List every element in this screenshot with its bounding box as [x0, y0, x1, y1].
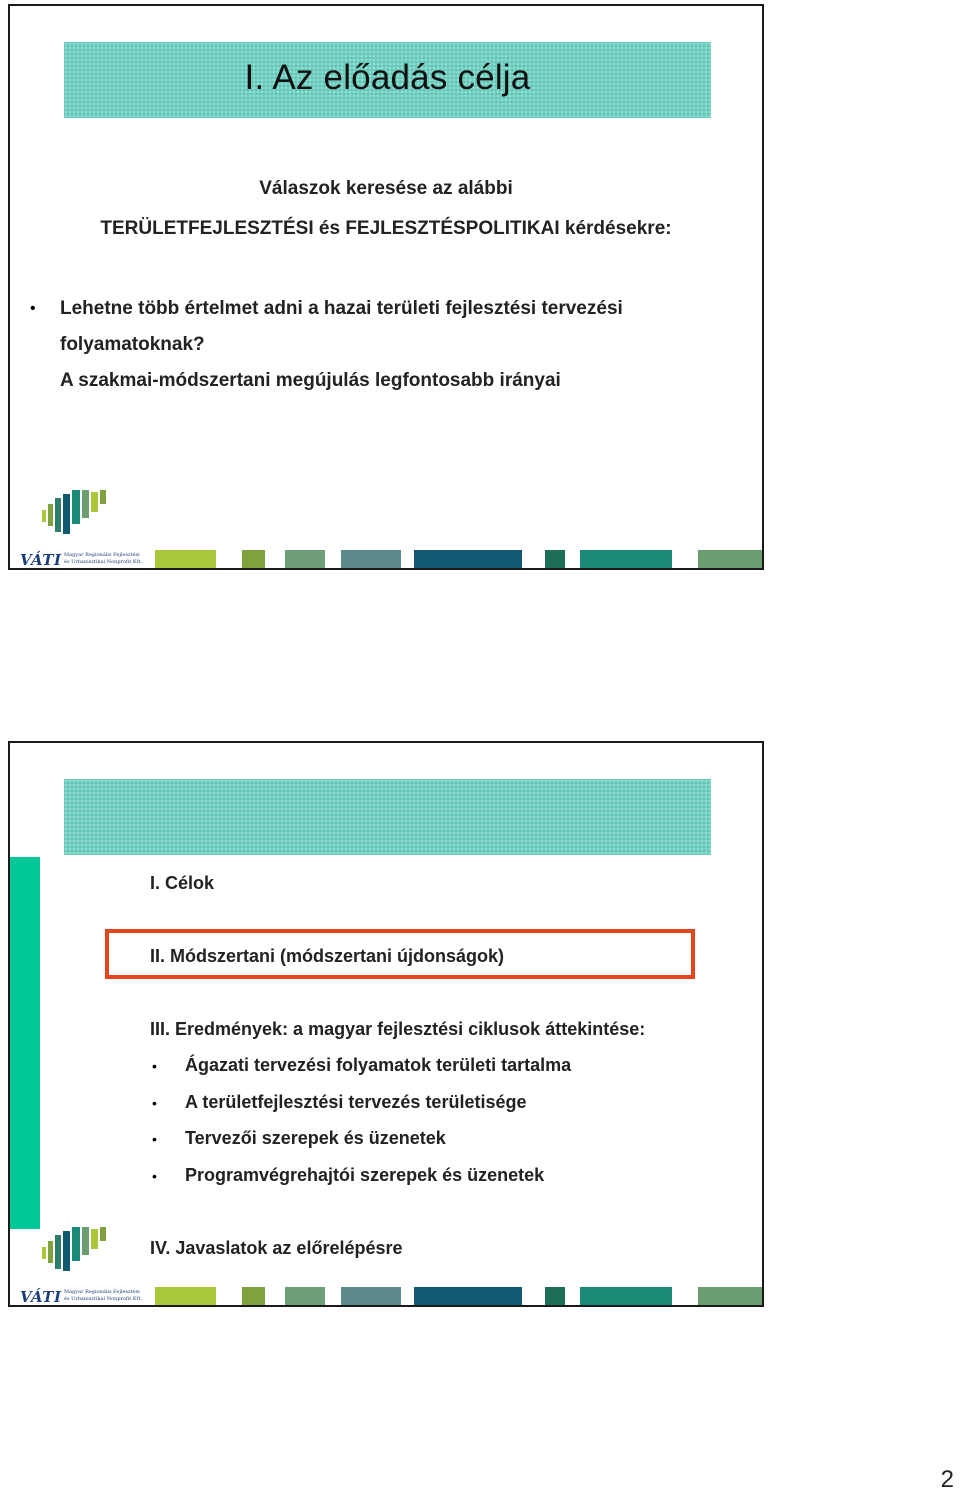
- logo-bar: [82, 1227, 89, 1255]
- logo-bar: [91, 492, 98, 512]
- bullet: •: [152, 1131, 157, 1147]
- footer-color-strip: [10, 1287, 764, 1307]
- sub-item: Programvégrehajtói szerepek és üzenetek: [185, 1165, 545, 1185]
- strip-block: [580, 550, 672, 570]
- title-banner: [64, 42, 711, 118]
- sub-item: Tervezői szerepek és üzenetek: [185, 1128, 446, 1148]
- bullet: •: [30, 300, 36, 317]
- logo-line-1: Magyar Regionális Fejlesztési: [64, 552, 140, 558]
- agenda-item-4: IV. Javaslatok az előrelépésre: [150, 1238, 403, 1258]
- logo-bar: [72, 1227, 80, 1261]
- logo-bar: [55, 1235, 61, 1269]
- agenda-item-2: II. Módszertani (módszertani újdonságok): [150, 946, 505, 966]
- title-banner: [64, 779, 711, 855]
- strip-block: [545, 550, 565, 570]
- slide-2: [8, 741, 764, 1307]
- strip-block: [545, 1287, 565, 1307]
- intro-line-2: TERÜLETFEJLESZTÉSI és FEJLESZTÉSPOLITIKAI kérdésekre:: [100, 218, 672, 239]
- strip-block: [341, 1287, 401, 1307]
- question-line-2: folyamatoknak?: [60, 334, 205, 355]
- logo-bar: [100, 490, 106, 504]
- bullet: •: [152, 1058, 157, 1074]
- slide-1: [8, 4, 764, 570]
- strip-block: [285, 550, 325, 570]
- bullet: •: [152, 1168, 157, 1184]
- logo-bar: [91, 1229, 98, 1249]
- vati-logo-icon: [40, 1225, 110, 1275]
- logo-word: VÁTI: [20, 1288, 62, 1306]
- logo-bar: [42, 1247, 46, 1259]
- slide-title: I. Az előadás célja: [244, 58, 531, 97]
- agenda-item-1: I. Célok: [150, 873, 215, 893]
- strip-block: [414, 1287, 522, 1307]
- logo-bar: [63, 494, 70, 534]
- agenda-item-3: III. Eredmények: a magyar fejlesztési ciklusok áttekintése:: [150, 1019, 646, 1039]
- intro-line-1: Válaszok keresése az alábbi: [259, 178, 513, 199]
- logo-bar: [48, 1241, 53, 1263]
- direction-line: A szakmai-módszertani megújulás legfontosabb irányai: [60, 370, 561, 391]
- logo-word: VÁTI: [20, 551, 62, 569]
- strip-block: [155, 1287, 216, 1307]
- logo-bar: [55, 498, 61, 532]
- sub-item: A területfejlesztési tervezés területisége: [185, 1092, 527, 1112]
- logo-bar: [48, 504, 53, 526]
- strip-block: [414, 550, 522, 570]
- strip-block: [341, 550, 401, 570]
- strip-block: [698, 550, 764, 570]
- vati-logo-icon: [40, 488, 110, 538]
- sub-item: Ágazati tervezési folyamatok területi tartalma: [185, 1055, 572, 1075]
- footer-color-strip: [10, 550, 764, 570]
- strip-block: [285, 1287, 325, 1307]
- logo-line-2: és Urbanisztikai Nonprofit Kft.: [64, 1295, 143, 1302]
- accent-bar: [10, 857, 40, 1229]
- logo-bar: [63, 1231, 70, 1271]
- logo-line-1: Magyar Regionális Fejlesztési: [64, 1289, 140, 1295]
- logo-bar: [72, 490, 80, 524]
- page-number: 2: [940, 1466, 954, 1493]
- logo-bar: [100, 1227, 106, 1241]
- strip-block: [698, 1287, 764, 1307]
- logo-line-2: és Urbanisztikai Nonprofit Kft.: [64, 558, 143, 565]
- strip-block: [580, 1287, 672, 1307]
- question-line-1: Lehetne több értelmet adni a hazai területi fejlesztési tervezési: [60, 298, 623, 319]
- strip-block: [242, 550, 265, 570]
- strip-block: [155, 550, 216, 570]
- logo-bar: [42, 510, 46, 522]
- logo-bar: [82, 490, 89, 518]
- bullet: •: [152, 1095, 157, 1111]
- strip-block: [242, 1287, 265, 1307]
